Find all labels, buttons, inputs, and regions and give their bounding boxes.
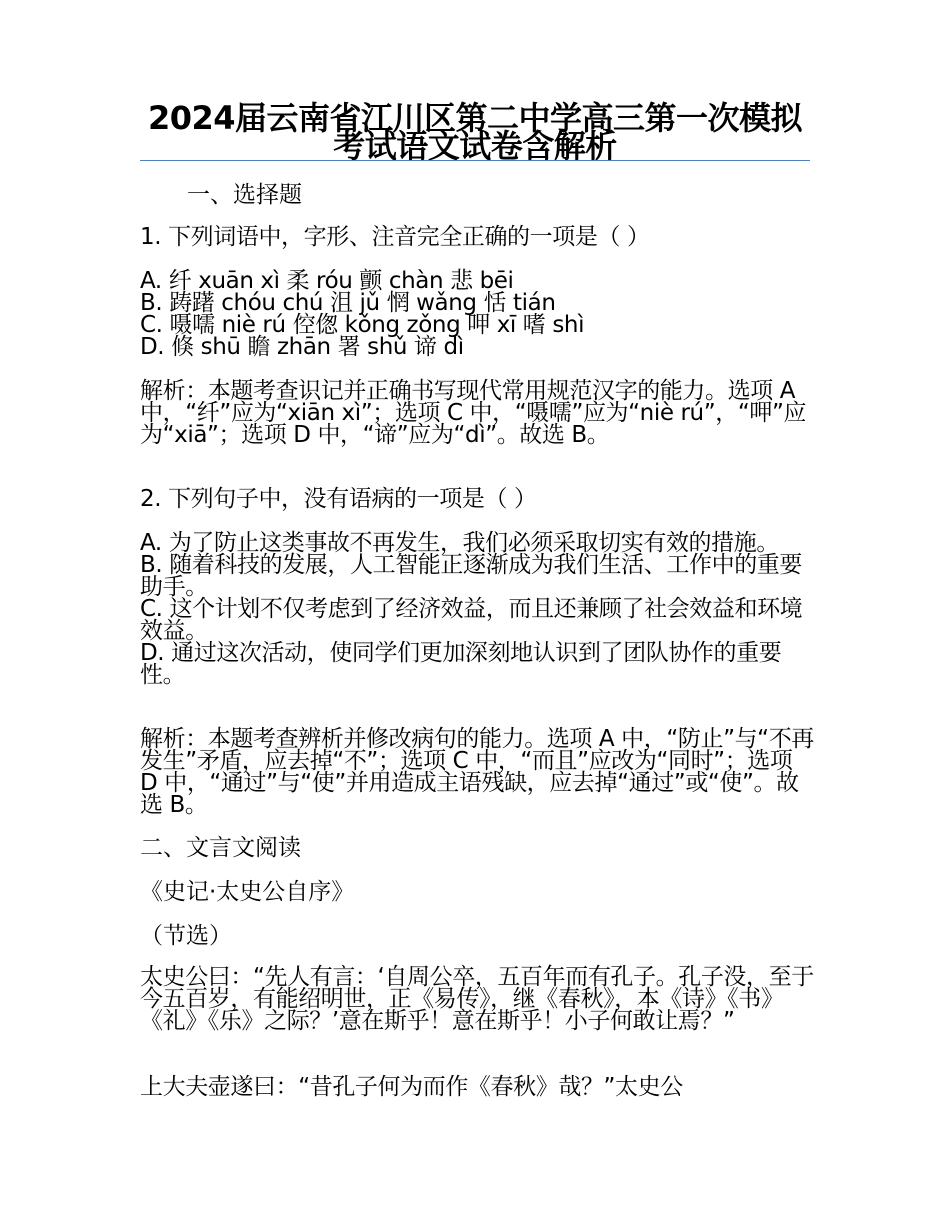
question-1-option-d: D. 倏 shū 瞻 zhān 署 shǔ 谛 dì: [140, 334, 464, 360]
question-2-option-d: D. 通过这次活动，使同学们更加深刻地认识到了团队协作的重要性。: [140, 640, 782, 688]
section-heading-choice: 一、选择题: [187, 182, 302, 208]
question-2-stem: 2. 下列句子中，没有语病的一项是（ ）: [140, 486, 537, 512]
question-1-analysis: 解析：本题考查识记并正确书写现代常用规范汉字的能力。选项 A 中，“纤”应为“xiān xì”；选项 C 中，“嗫嚅”应为“niè rú”，“呷”应为“xiā”；选项 D 中，“谛”应为“dì”。故选 B。: [140, 378, 807, 448]
question-2-option-b: B. 随着科技的发展，人工智能正逐渐成为我们生活、工作中的重要助手。: [140, 552, 803, 600]
question-1-option-a: A. 纤 xuān xì 柔 róu 颤 chàn 悲 bēi: [140, 268, 514, 294]
reading-paragraph-1: 太史公曰：“先人有言：‘自周公卒，五百年而有孔子。孔子没，至于今五百岁，有能绍明世，正《易传》，继《春秋》，本《诗》《书》《礼》《乐》之际？’意在斯乎！意在斯乎！小子何敢让焉？”: [140, 964, 814, 1034]
question-1-option-c: C. 嗫嚅 niè rú 倥偬 kǒng zǒng 呷 xī 嗜 shì: [140, 312, 585, 338]
question-2-option-a: A. 为了防止这类事故不再发生，我们必须采取切实有效的措施。: [140, 530, 779, 556]
question-1-options: [140, 270, 815, 358]
question-2-analysis: 解析：本题考查辨析并修改病句的能力。选项 A 中，“防止”与“不再发生”矛盾，应去掉“不”；选项 C 中，“而且”应改为“同时”；选项 D 中，“通过”与“使”并用造成主语残缺，应去掉“通过”或“使”。故选 B。: [140, 726, 814, 818]
reading-excerpt-note: （节选）: [140, 923, 232, 949]
question-1-stem: 1. 下列词语中，字形、注音完全正确的一项是（ ）: [140, 224, 650, 250]
reading-source-title: 《史记·太史公自序》: [140, 879, 355, 905]
reading-paragraph-2: 上大夫壶遂曰：“昔孔子何为而作《春秋》哉？”太史公: [140, 1074, 683, 1100]
document-title: 2024届云南省江川区第二中学高三第一次模拟考试语文试卷含解析: [147, 99, 803, 165]
question-1-option-b: B. 踌躇 chóu chú 沮 jǔ 惘 wǎng 恬 tián: [140, 290, 556, 316]
section-heading-classical-reading: 二、文言文阅读: [140, 835, 301, 861]
question-2-options: [140, 532, 815, 686]
title-underline: [140, 160, 810, 161]
question-2-option-c: C. 这个计划不仅考虑到了经济效益，而且还兼顾了社会效益和环境效益。: [140, 596, 803, 644]
